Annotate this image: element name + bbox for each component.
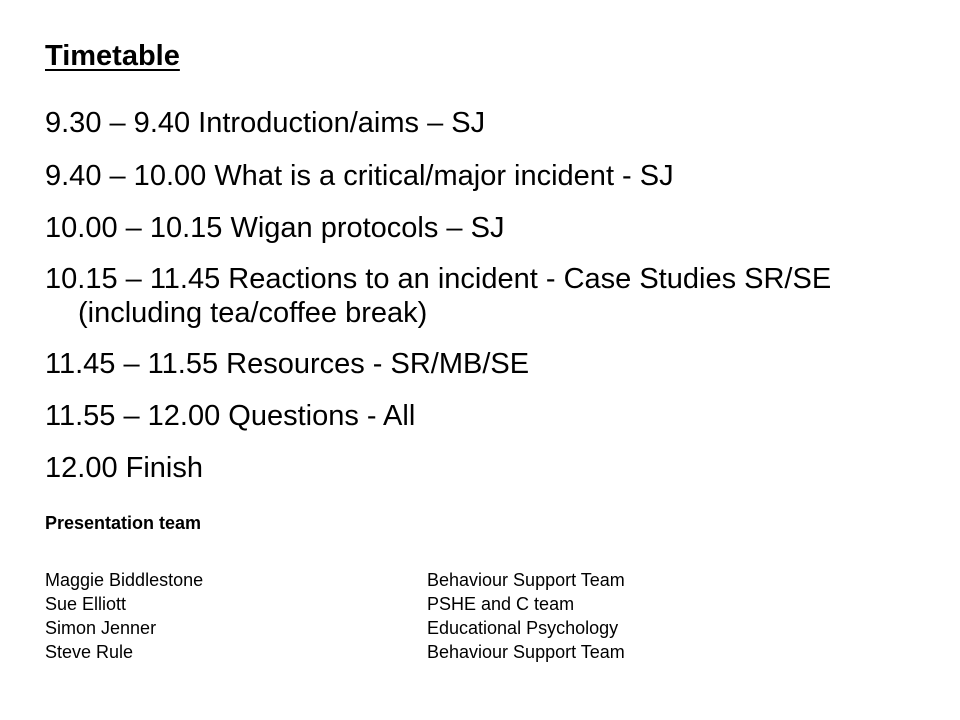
timetable-item: 10.15 – 11.45 Reactions to an incident - Case Studies SR/SE (including tea/coffee break)	[45, 263, 832, 329]
team-row	[45, 592, 625, 616]
team-member-name: Simon Jenner	[45, 618, 157, 638]
timetable-item: 11.45 – 11.55 Resources - SR/MB/SE	[45, 348, 530, 380]
team-member-role: PSHE and C team	[427, 594, 575, 614]
team-row	[45, 640, 625, 664]
team-table	[45, 568, 625, 664]
team-member-role: Educational Psychology	[427, 618, 619, 638]
team-member-name: Sue Elliott	[45, 594, 127, 614]
page-title: Timetable	[45, 40, 180, 72]
team-row	[45, 616, 625, 640]
timetable-item: 11.55 – 12.00 Questions - All	[45, 400, 416, 432]
team-member-role: Behaviour Support Team	[427, 570, 625, 590]
team-heading: Presentation team	[45, 513, 202, 533]
team-row	[45, 568, 625, 592]
team-member-name: Maggie Biddlestone	[45, 570, 204, 590]
timetable-item: 9.40 – 10.00 What is a critical/major incident - SJ	[45, 160, 674, 192]
timetable-item: 10.00 – 10.15 Wigan protocols – SJ	[45, 212, 505, 244]
timetable-item: 9.30 – 9.40 Introduction/aims – SJ	[45, 107, 486, 139]
team-member-role: Behaviour Support Team	[427, 642, 625, 662]
timetable-item: 12.00 Finish	[45, 452, 203, 484]
timetable-list	[45, 105, 925, 502]
team-member-name: Steve Rule	[45, 642, 134, 662]
